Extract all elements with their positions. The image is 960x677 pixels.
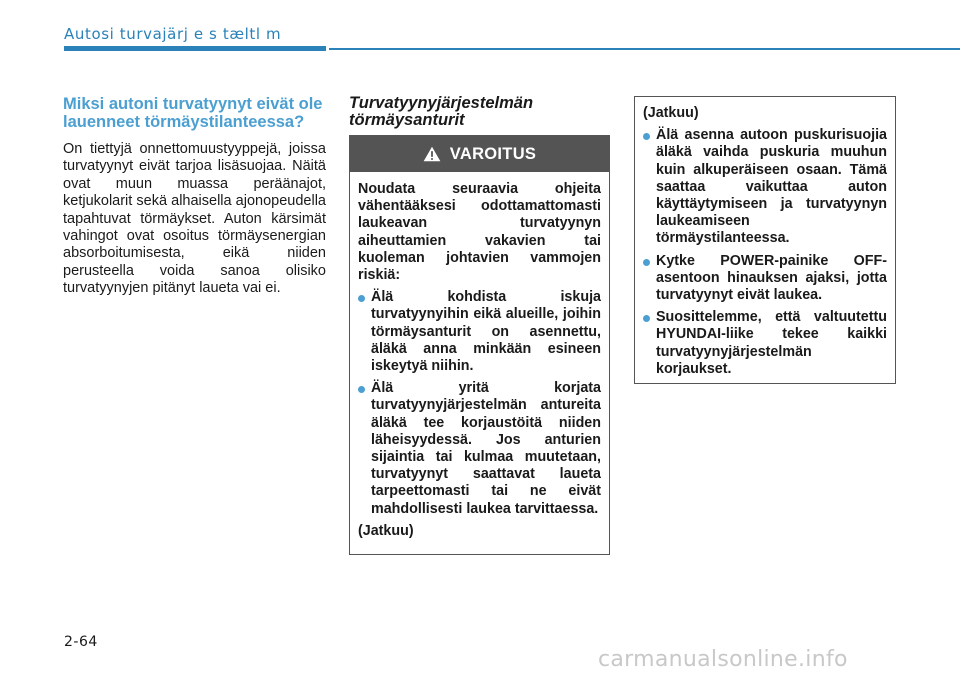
warning-intro: Noudata seuraavia ohjeita vähentääksesi odottamattomasti laukeavan turvatyynyn aiheuttamien vakavien tai kuoleman johtavien vammojen riskiä: — [358, 181, 601, 284]
continuation-label: (Jatkuu) — [643, 105, 699, 121]
bullet-dot-icon — [358, 386, 365, 393]
continued-label: (Jatkuu) — [358, 522, 414, 539]
header-accent-bar — [64, 46, 326, 51]
sensor-section-title: Turvatyynyjärjestelmän törmäysanturit — [349, 94, 534, 129]
page-number: 2-64 — [64, 634, 98, 650]
watermark: carmanualsonline.info — [598, 647, 848, 672]
continuation-bullet-item — [643, 127, 887, 247]
continuation-box — [634, 96, 896, 384]
warning-box — [349, 135, 610, 555]
warning-bullet-item — [358, 380, 601, 518]
section-header-title: Autosi turvajärj e s tæltl m — [64, 25, 282, 43]
bullet-dot-icon — [643, 315, 650, 322]
continuation-bullet-item — [643, 309, 887, 378]
continuation-bullet-text: Älä asenna autoon puskurisuojia äläkä vaihda puskuria muuhun kuin alkuperäiseen osaan. Tämä saattaa vaikuttaa auton käyttäytymiseen ja turvatyynyn laukeamiseen törmäystilanteessa. — [656, 127, 887, 247]
continuation-bullet-text: Suosittelemme, että valtuutettu HYUNDAI-liike tekee kaikki turvatyynyjärjestelmän korjaukset. — [656, 309, 887, 377]
left-column — [63, 95, 326, 298]
warning-body — [350, 172, 609, 540]
warning-triangle-icon — [423, 146, 441, 162]
warning-bullet-text: Älä yritä korjata turvatyynyjärjestelmän antureita äläkä tee korjaustöitä niiden läheisyydessä. Jos anturien sijaintia tai kulmaa muutetaan, turvatyynyt saattavat laueta tarpeettomasti tai ne eivät mahdollisesti laukea tarvittaessa. — [371, 380, 601, 517]
bullet-dot-icon — [643, 259, 650, 266]
continuation-bullet-item — [643, 253, 887, 305]
bullet-dot-icon — [643, 133, 650, 140]
continuation-bullet-text: Kytke POWER-painike OFF-asentoon hinauksen ajaksi, jotta turvatyynyt eivät laukea. — [656, 252, 887, 304]
header-rule — [329, 48, 960, 50]
section-title: Miksi autoni turvatyynyt eivät ole lauenneet törmäystilanteessa? — [63, 95, 323, 131]
bullet-dot-icon — [358, 295, 365, 302]
warning-bullet-text: Älä kohdista iskuja turvatyynyihin eikä alueille, joihin törmäysanturit on asennettu, äläkä anna minkään esineen iskeytyä niihin. — [371, 289, 601, 375]
warning-label: VAROITUS — [449, 144, 537, 163]
warning-header — [350, 136, 609, 172]
section-body: On tiettyjä onnettomuustyyppejä, joissa turvatyynyt eivät tarjoa lisäsuojaa. Näitä ovat muun muassa peräänajot, ketjukolarit sekä alhaisella ajonopeudella tapahtuvat törmäykset. Auton kärsimät vahingot ovat osoitus törmäysenergian absorboitumisesta, eikä niiden perusteella voida sanoa olisiko turvatyynyjen pitänyt laueta vai ei. — [63, 141, 326, 297]
warning-bullet-item — [358, 289, 601, 375]
